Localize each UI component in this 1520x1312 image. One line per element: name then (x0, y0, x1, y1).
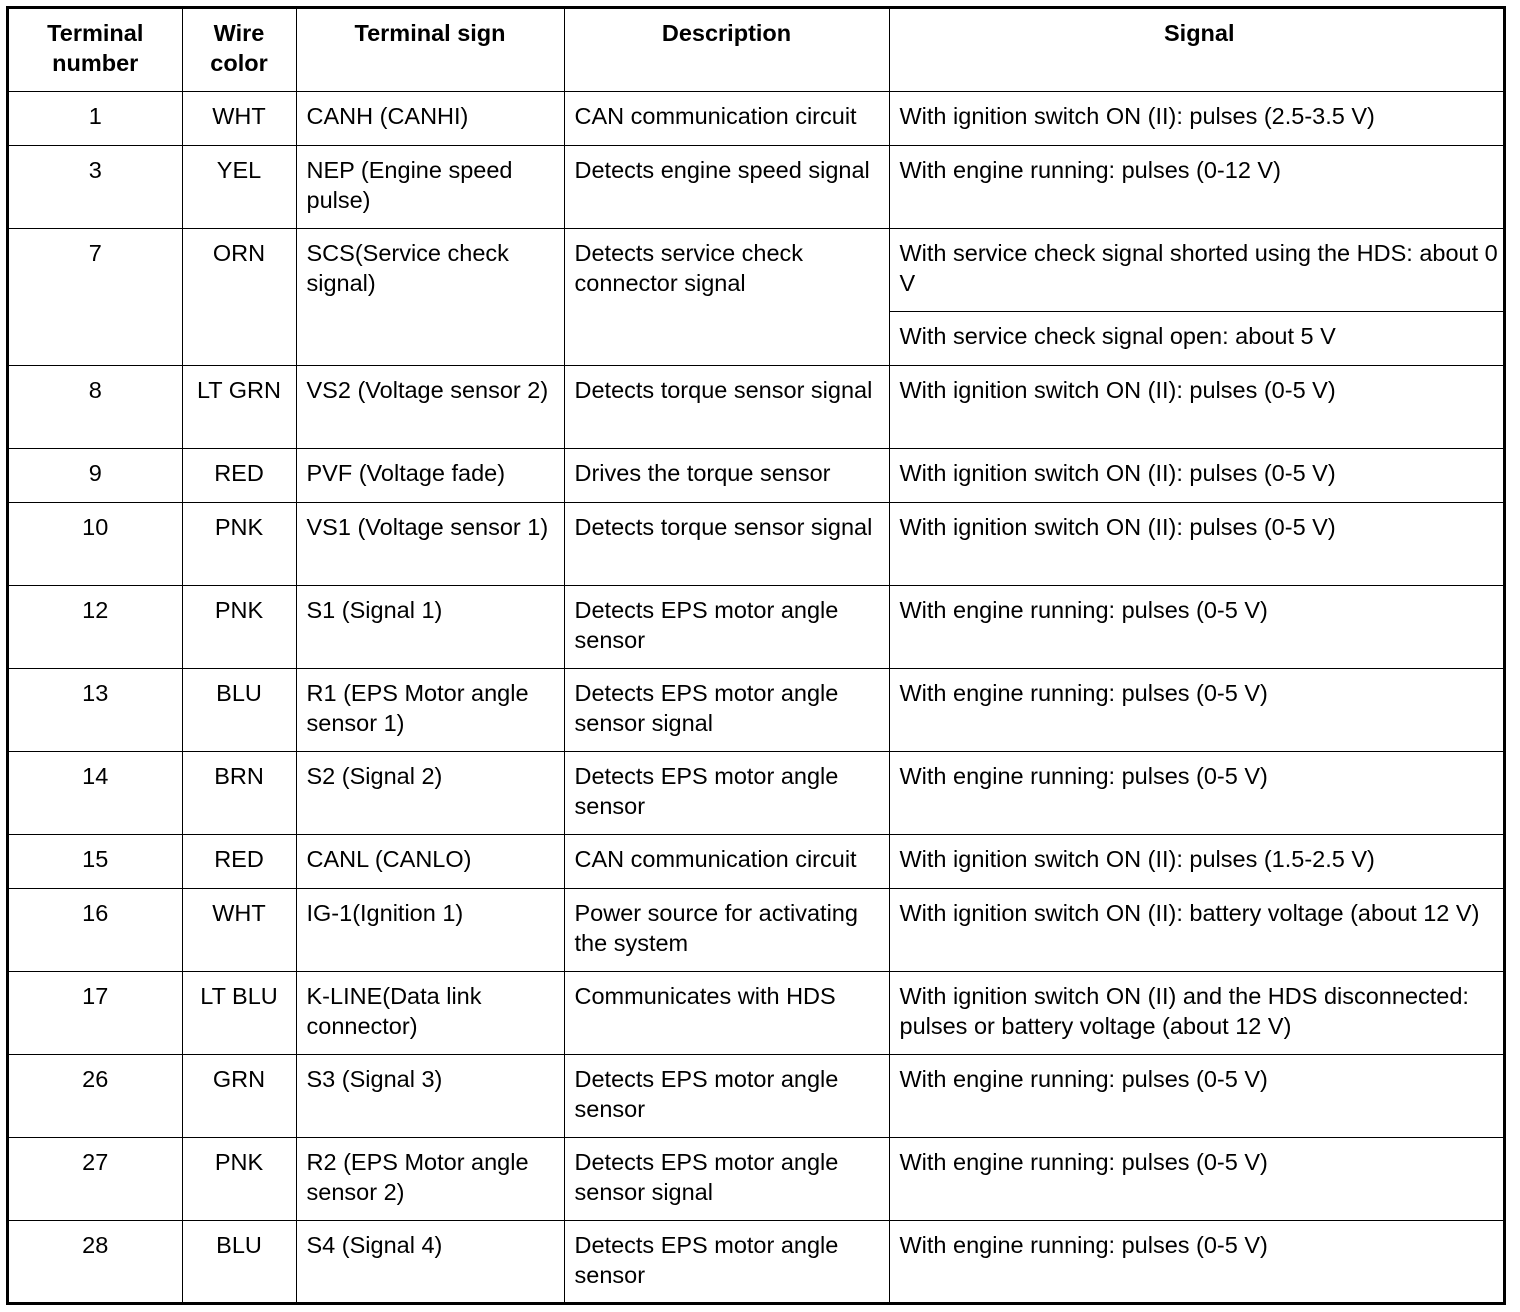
terminal-number-cell: 13 (9, 668, 182, 751)
signal-cell: With service check signal open: about 5 V (889, 311, 1506, 365)
signal-cell: With ignition switch ON (II): pulses (2.5-3.5 V) (889, 91, 1506, 145)
signal-cell: With engine running: pulses (0-5 V) (889, 1137, 1506, 1220)
description-cell: Detects torque sensor signal (564, 502, 889, 585)
description-cell: Detects EPS motor angle sensor (564, 751, 889, 834)
terminal-number-cell: 15 (9, 834, 182, 888)
description-cell: Detects EPS motor angle sensor (564, 585, 889, 668)
terminal-number-cell: 7 (9, 228, 182, 365)
header-terminal-number: Terminal number (9, 9, 182, 91)
terminal-sign-cell: K-LINE(Data link connector) (296, 971, 564, 1054)
header-description: Description (564, 9, 889, 91)
table-row (9, 1054, 1506, 1137)
description-cell: CAN communication circuit (564, 91, 889, 145)
wire-color-cell: LT GRN (182, 365, 296, 448)
header-wire-color: Wire color (182, 9, 296, 91)
table-row (9, 834, 1506, 888)
table-row (9, 91, 1506, 145)
terminal-number-cell: 28 (9, 1220, 182, 1303)
signal-cell: With ignition switch ON (II): pulses (0-5 V) (889, 448, 1506, 502)
terminal-number-cell: 10 (9, 502, 182, 585)
terminal-number-cell: 27 (9, 1137, 182, 1220)
signal-cell: With ignition switch ON (II): pulses (0-5 V) (889, 502, 1506, 585)
description-cell: Communicates with HDS (564, 971, 889, 1054)
terminal-sign-cell: R1 (EPS Motor angle sensor 1) (296, 668, 564, 751)
terminal-sign-cell: S3 (Signal 3) (296, 1054, 564, 1137)
terminal-number-cell: 9 (9, 448, 182, 502)
signal-cell: With engine running: pulses (0-5 V) (889, 668, 1506, 751)
wire-color-cell: LT BLU (182, 971, 296, 1054)
wire-color-cell: PNK (182, 1137, 296, 1220)
wire-color-cell: PNK (182, 502, 296, 585)
table-row (9, 228, 1506, 311)
description-cell: Detects EPS motor angle sensor signal (564, 1137, 889, 1220)
wire-color-cell: RED (182, 834, 296, 888)
terminal-sign-cell: VS2 (Voltage sensor 2) (296, 365, 564, 448)
wire-color-cell: WHT (182, 91, 296, 145)
wire-color-cell: PNK (182, 585, 296, 668)
terminal-number-cell: 16 (9, 888, 182, 971)
table-row (9, 751, 1506, 834)
description-cell: CAN communication circuit (564, 834, 889, 888)
terminal-sign-cell: SCS(Service check signal) (296, 228, 564, 365)
table-row (9, 1137, 1506, 1220)
terminal-number-cell: 17 (9, 971, 182, 1054)
description-cell: Detects EPS motor angle sensor signal (564, 668, 889, 751)
table-row (9, 585, 1506, 668)
terminal-table (9, 9, 1506, 1303)
terminal-sign-cell: S4 (Signal 4) (296, 1220, 564, 1303)
signal-cell: With engine running: pulses (0-12 V) (889, 145, 1506, 228)
terminal-sign-cell: VS1 (Voltage sensor 1) (296, 502, 564, 585)
terminal-number-cell: 26 (9, 1054, 182, 1137)
table-row (9, 668, 1506, 751)
signal-cell: With service check signal shorted using the HDS: about 0 V (889, 228, 1506, 311)
description-cell: Detects EPS motor angle sensor (564, 1054, 889, 1137)
wire-color-cell: GRN (182, 1054, 296, 1137)
table-row (9, 971, 1506, 1054)
terminal-sign-cell: S2 (Signal 2) (296, 751, 564, 834)
terminal-sign-cell: IG-1(Ignition 1) (296, 888, 564, 971)
header-signal: Signal (889, 9, 1506, 91)
signal-cell: With engine running: pulses (0-5 V) (889, 751, 1506, 834)
terminal-number-cell: 8 (9, 365, 182, 448)
terminal-number-cell: 14 (9, 751, 182, 834)
signal-cell: With ignition switch ON (II): pulses (1.5-2.5 V) (889, 834, 1506, 888)
terminal-number-cell: 12 (9, 585, 182, 668)
signal-cell: With ignition switch ON (II): battery voltage (about 12 V) (889, 888, 1506, 971)
wire-color-cell: ORN (182, 228, 296, 365)
terminal-sign-cell: R2 (EPS Motor angle sensor 2) (296, 1137, 564, 1220)
wire-color-cell: RED (182, 448, 296, 502)
description-cell: Power source for activating the system (564, 888, 889, 971)
signal-cell: With ignition switch ON (II): pulses (0-5 V) (889, 365, 1506, 448)
terminal-number-cell: 1 (9, 91, 182, 145)
table-row (9, 365, 1506, 448)
terminal-sign-cell: S1 (Signal 1) (296, 585, 564, 668)
table-row (9, 1220, 1506, 1303)
signal-cell: With ignition switch ON (II) and the HDS disconnected: pulses or battery voltage (about 12 V) (889, 971, 1506, 1054)
signal-cell: With engine running: pulses (0-5 V) (889, 1220, 1506, 1303)
terminal-number-cell: 3 (9, 145, 182, 228)
terminal-sign-cell: PVF (Voltage fade) (296, 448, 564, 502)
wire-color-cell: BLU (182, 668, 296, 751)
signal-cell: With engine running: pulses (0-5 V) (889, 1054, 1506, 1137)
table-row (9, 502, 1506, 585)
terminal-sign-cell: CANL (CANLO) (296, 834, 564, 888)
description-cell: Detects EPS motor angle sensor (564, 1220, 889, 1303)
terminal-table-frame (6, 6, 1506, 1305)
description-cell: Detects service check connector signal (564, 228, 889, 365)
wire-color-cell: BLU (182, 1220, 296, 1303)
wire-color-cell: WHT (182, 888, 296, 971)
table-header-row (9, 9, 1506, 91)
description-cell: Drives the torque sensor (564, 448, 889, 502)
table-row (9, 448, 1506, 502)
terminal-sign-cell: CANH (CANHI) (296, 91, 564, 145)
wire-color-cell: BRN (182, 751, 296, 834)
description-cell: Detects torque sensor signal (564, 365, 889, 448)
description-cell: Detects engine speed signal (564, 145, 889, 228)
signal-cell: With engine running: pulses (0-5 V) (889, 585, 1506, 668)
table-row (9, 145, 1506, 228)
table-row (9, 888, 1506, 971)
terminal-sign-cell: NEP (Engine speed pulse) (296, 145, 564, 228)
wire-color-cell: YEL (182, 145, 296, 228)
header-terminal-sign: Terminal sign (296, 9, 564, 91)
